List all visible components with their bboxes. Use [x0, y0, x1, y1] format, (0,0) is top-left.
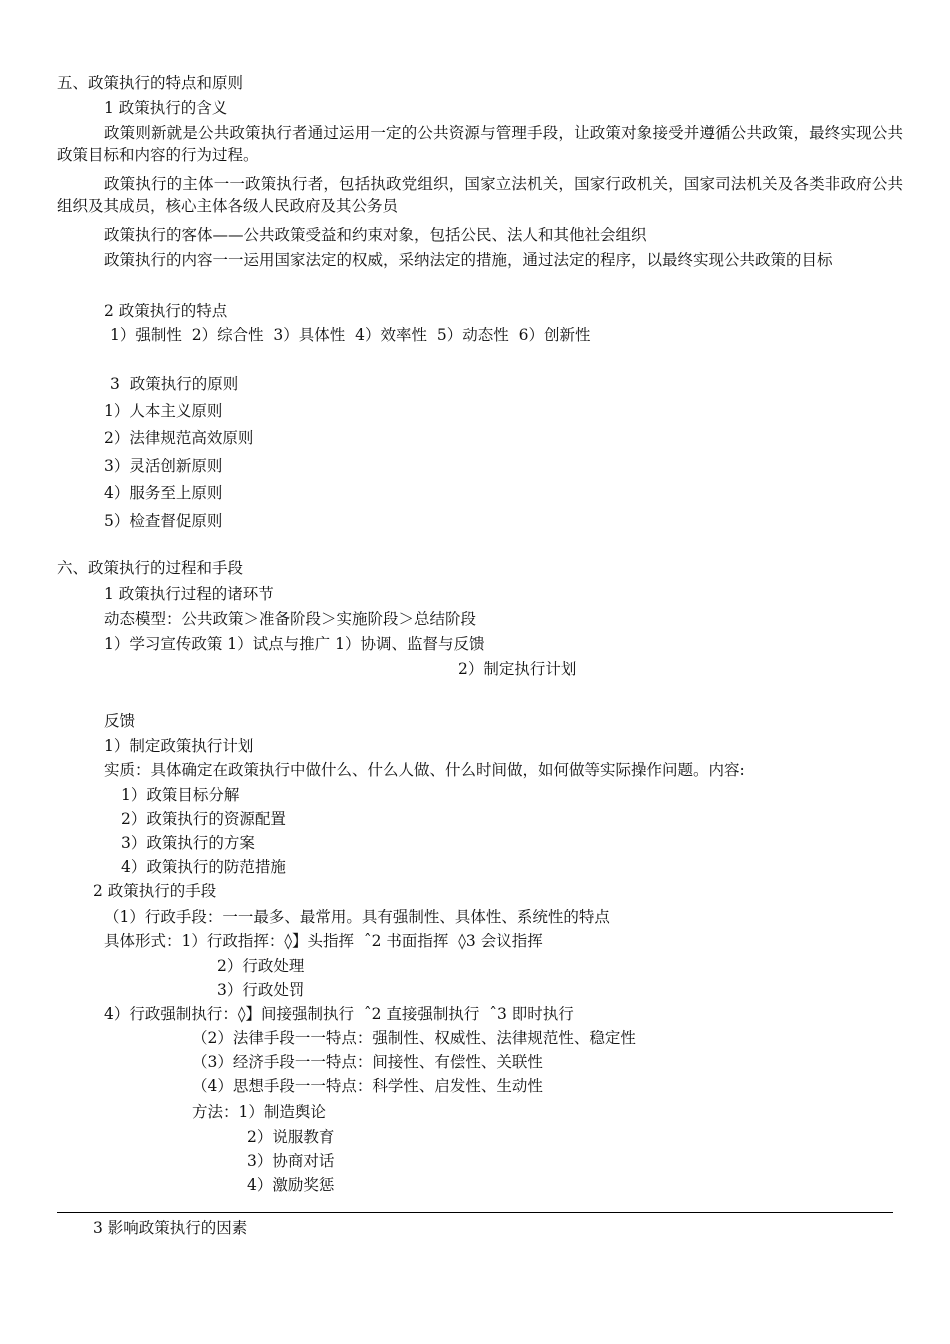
method-item: 4）激励奖惩: [247, 1176, 335, 1194]
admin-means: （1）行政手段：一一最多、最常用。具有强制性、具体性、系统性的特点: [104, 908, 610, 926]
principle-item: 3）灵活创新原则: [104, 457, 223, 475]
admin-form-item: 4）行政强制执行：◊】间接强制执行 ˆ2 直接强制执行 ˆ3 即时执行: [104, 1005, 574, 1023]
admin-form-item: 3）行政处罚: [217, 981, 305, 999]
principle-item: 4）服务至上原则: [104, 484, 223, 502]
para-object: 政策执行的客体——公共政策受益和约束对象，包括公民、法人和其他社会组织: [104, 226, 647, 244]
economic-means: （3）经济手段一一特点：间接性、有偿性、关联性: [192, 1053, 543, 1071]
admin-forms: 具体形式：1）行政指挥：◊】头指挥 ˆ2 书面指挥 ◊3 会议指挥: [104, 932, 543, 950]
methods-title: 方法：1）制造舆论: [192, 1103, 326, 1121]
para-subject: 政策执行的主体一一政策执行者，包括执政党组织，国家立法机关，国家行政机关，国家司法机关及各类非政府公共组织及其成员，核心主体各级人民政府及其公务员: [57, 175, 903, 215]
method-item: 3）协商对话: [247, 1152, 335, 1170]
section6-title: 六、政策执行的过程和手段: [57, 559, 244, 577]
method-item: 2）说服教育: [247, 1128, 335, 1146]
plan-content-item: 3）政策执行的方案: [121, 834, 255, 852]
heading-meaning: 1 政策执行的含义: [104, 99, 228, 117]
process-steps: 1）学习宣传政策 1）试点与推广 1）协调、监督与反馈: [104, 635, 485, 653]
heading-means: 2 政策执行的手段: [93, 882, 217, 900]
legal-means: （2）法律手段一一特点：强制性、权威性、法律规范性、稳定性: [192, 1029, 636, 1047]
heading-factors: 3 影响政策执行的因素: [93, 1219, 248, 1237]
principle-item: 1）人本主义原则: [104, 402, 223, 420]
heading-principles: 3 政策执行的原则: [110, 375, 239, 393]
ideological-means: （4）思想手段一一特点：科学性、启发性、生动性: [192, 1077, 543, 1095]
plan-content-item: 2）政策执行的资源配置: [121, 810, 286, 828]
para-content: 政策执行的内容一一运用国家法定的权威，采纳法定的措施，通过法定的程序，以最终实现公共政策的目标: [104, 251, 833, 269]
traits-list: 1）强制性 2）综合性 3）具体性 4）效率性 5）动态性 6）创新性: [110, 326, 591, 344]
section5-title: 五、政策执行的特点和原则: [57, 74, 244, 92]
heading-process: 1 政策执行过程的诸环节: [104, 585, 274, 603]
principle-item: 2）法律规范高效原则: [104, 429, 254, 447]
process-step-2: 2）制定执行计划: [458, 660, 577, 678]
plan-essence: 实质：具体确定在政策执行中做什么、什么人做、什么时间做，如何做等实际操作问题。内容:: [104, 761, 745, 779]
principle-item: 5）检查督促原则: [104, 512, 223, 530]
admin-form-item: 2）行政处理: [217, 957, 305, 975]
dynamic-model: 动态模型：公共政策＞准备阶段＞实施阶段＞总结阶段: [104, 610, 477, 628]
plan-title: 1）制定政策执行计划: [104, 737, 254, 755]
para-meaning: 政策则新就是公共政策执行者通过运用一定的公共资源与管理手段，让政策对象接受并遵循公共政策，最终实现公共政策目标和内容的行为过程。: [57, 124, 903, 164]
horizontal-rule: [57, 1212, 893, 1213]
heading-traits: 2 政策执行的特点: [104, 302, 228, 320]
plan-content-item: 4）政策执行的防范措施: [121, 858, 286, 876]
feedback-label: 反馈: [104, 712, 136, 730]
plan-content-item: 1）政策目标分解: [121, 786, 240, 804]
